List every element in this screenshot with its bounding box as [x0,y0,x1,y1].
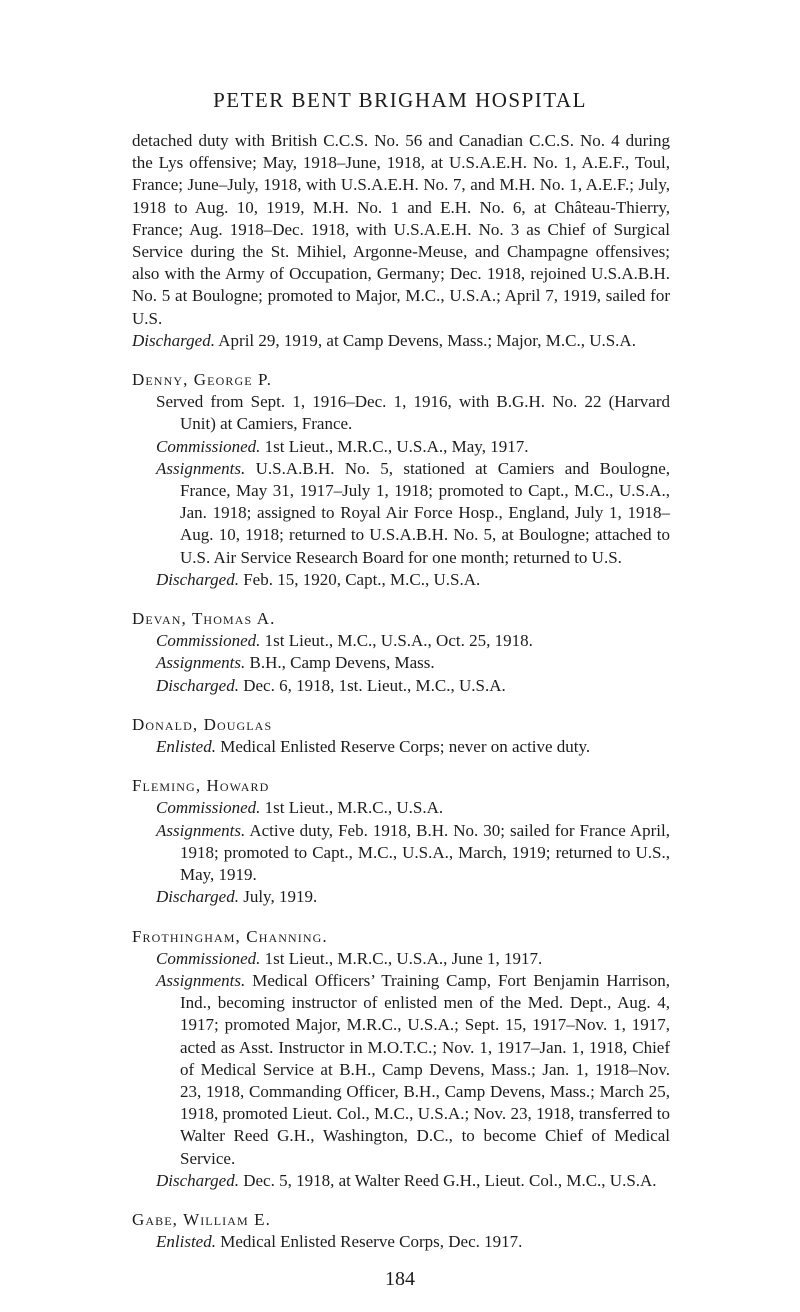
discharged-text: April 29, 1919, at Camp Devens, Mass.; Major, M.C., U.S.A. [218,330,636,350]
entry [132,369,670,591]
item-label: Enlisted. [156,1232,216,1252]
item-text: July, 1919. [243,887,318,907]
entry-content [132,391,670,591]
item-text: Medical Officers’ Training Camp, Fort Benjamin Harrison, Ind., becoming instructor of enlisted men of the Med. Dept., Aug. 4, 1917; promoted Major, M.R.C., U.S.A.; Sept. 15, 1917–Nov. 1, 1917, acted as Asst. Instructor in M.O.T.C.; Nov. 1, 1917–Jan. 1, 1918, Chief of Medical Service at B.H., Camp Devens, Mass.; Jan. 1, 1918–Nov. 23, 1918, Commanding Officer, B.H., Camp Devens, Mass.; March 25, 1918, promoted Lieut. Col., M.C., U.S.A.; Nov. 23, 1918, transferred to Walter Reed G.H., Washington, D.C., to become Chief of Medical Service. [180,970,670,1168]
item-label: Discharged. [156,569,239,589]
continuation-paragraph: detached duty with British C.C.S. No. 56 and Canadian C.C.S. No. 4 during the Lys offensive; May, 1918–June, 1918, at U.S.A.E.H. No. 1, A.E.F., Toul, France; June–July, 1918, with U.S.A.E.H. No. 7, and M.H. No. 1, A.E.F.; July, 1918 to Aug. 10, 1919, M.H. No. 1 and E.H. No. 6, at Château-Thierry, France; Aug. 1918–Dec. 1918, with U.S.A.E.H. No. 3 as Chief of Surgical Service during the St. Mihiel, Argonne-Meuse, and Champagne offensives; also with the Army of Occupation, Germany; Dec. 1918, rejoined U.S.A.B.H. No. 5 at Boulogne; promoted to Major, M.C., U.S.A.; April 7, 1919, sailed for U.S. [132,131,670,328]
entry-name: Gabe, William E. [132,1209,271,1229]
item-text: Dec. 6, 1918, 1st. Lieut., M.C., U.S.A. [243,675,506,695]
discharged-label: Discharged. [132,330,215,350]
entry-content [132,1231,670,1253]
entry [132,1209,670,1253]
entry-item [156,652,670,674]
item-label: Commissioned. [156,631,261,651]
entries-list [132,369,670,1253]
item-text: Feb. 15, 1920, Capt., M.C., U.S.A. [243,569,481,589]
entry [132,926,670,1192]
entry-name: Devan, Thomas A. [132,609,276,629]
entry-item [156,569,670,591]
entry-item [156,886,670,908]
item-text: U.S.A.B.H. No. 5, stationed at Camiers and Boulogne, France, May 31, 1917–July 1, 1918; promoted to Capt., M.C., U.S.A., Jan. 1918; assigned to Royal Air Force Hosp., England, July 1, 1918–Aug. 10, 1918; returned to U.S.A.B.H. No. 5, at Boulogne; attached to U.S. Air Service Research Board for one month; returned to U.S. [180,458,671,567]
item-label: Assignments. [156,970,246,990]
item-label: Enlisted. [156,737,216,757]
entry-item [156,820,670,887]
entry-name: Donald, Douglas [132,714,273,734]
continuation-block [132,130,670,352]
service-text: Served from Sept. 1, 1916–Dec. 1, 1916, with B.G.H. No. 22 (Harvard Unit) at Camiers, France. [156,392,670,434]
item-label: Assignments. [156,820,246,840]
item-label: Discharged. [156,1170,239,1190]
item-text: 1st Lieut., M.R.C., U.S.A. [264,798,444,818]
body-text [132,130,670,1253]
item-text: B.H., Camp Devens, Mass. [249,653,435,673]
entry-content [132,630,670,697]
continuation-discharged [132,330,670,352]
item-text: 1st Lieut., M.C., U.S.A., Oct. 25, 1918. [264,631,533,651]
entry-item [156,1231,670,1253]
item-text: 1st Lieut., M.R.C., U.S.A., May, 1917. [264,436,529,456]
entry [132,775,670,908]
entry-name: Fleming, Howard [132,776,270,796]
running-head: PETER BENT BRIGHAM HOSPITAL [213,88,587,112]
entry [132,608,670,697]
entry-item [156,970,670,1170]
page-number: 184 [385,1268,415,1290]
entry-content [132,948,670,1192]
item-label: Assignments. [156,458,246,478]
entry [132,714,670,758]
entry-content [132,736,670,758]
entry-name: Frothingham, Channing. [132,926,328,946]
item-label: Commissioned. [156,948,261,968]
entry-item [156,436,670,458]
item-label: Commissioned. [156,436,261,456]
item-text: Medical Enlisted Reserve Corps; never on active duty. [220,737,591,757]
item-text: Active duty, Feb. 1918, B.H. No. 30; sailed for France April, 1918; promoted to Capt., M.C., U.S.A., March, 1919; returned to U.S., May, 1919. [180,820,671,885]
item-text: 1st Lieut., M.R.C., U.S.A., June 1, 1917. [264,948,543,968]
entry-item [156,458,670,569]
entry-item [156,797,670,819]
entry-name: Denny, George P. [132,370,273,390]
entry-item [156,675,670,697]
entry-item [156,630,670,652]
item-text: Medical Enlisted Reserve Corps, Dec. 1917. [220,1232,523,1252]
entry-item [156,948,670,970]
entry-content [132,797,670,908]
item-label: Discharged. [156,887,239,907]
item-label: Commissioned. [156,798,261,818]
item-label: Assignments. [156,653,246,673]
item-label: Discharged. [156,675,239,695]
entry-item [156,1170,670,1192]
entry-item [156,736,670,758]
item-text: Dec. 5, 1918, at Walter Reed G.H., Lieut. Col., M.C., U.S.A. [243,1170,657,1190]
